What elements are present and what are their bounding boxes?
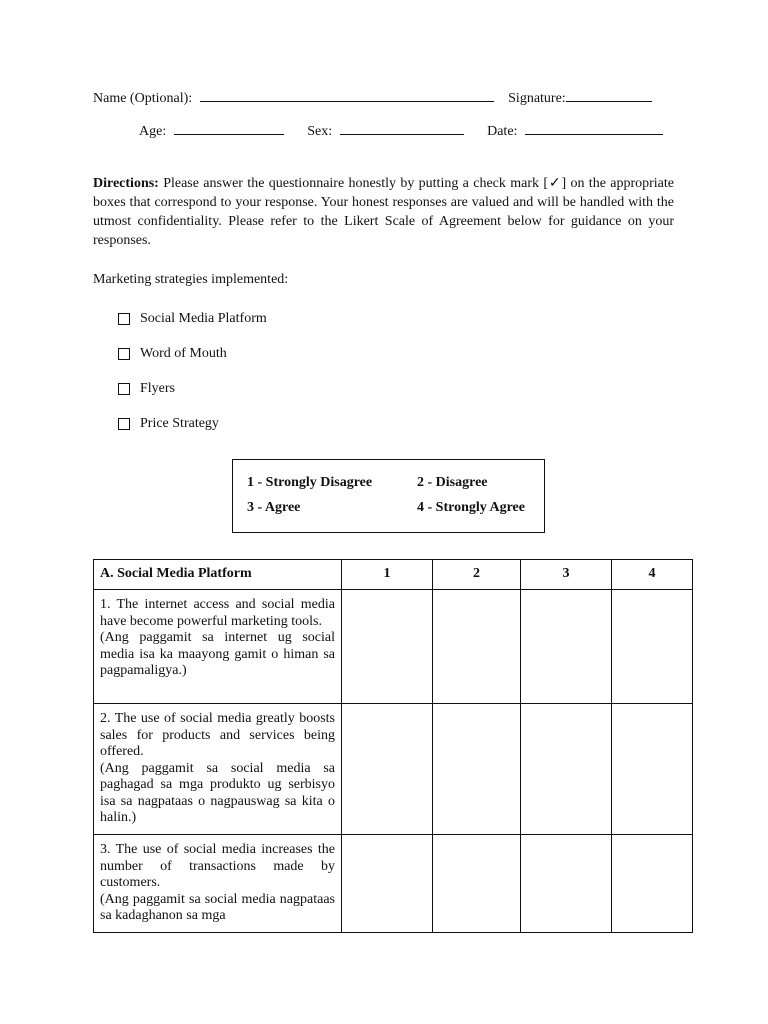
statement-english: 1. The internet access and social media have become powerful marketing tools. xyxy=(100,597,335,629)
rating-cell[interactable] xyxy=(612,704,693,835)
sex-label: Sex: xyxy=(307,124,333,139)
directions-lead: Directions: xyxy=(93,176,159,191)
rating-cell[interactable] xyxy=(433,704,521,835)
statement-cell xyxy=(94,835,342,933)
directions-text: Please answer the questionnaire honestly by putting a check mark [✓] on the appropriate boxes that correspond to your response. Your honest responses are valued and will be handled with the utmost confidentiality. Please refer to the Likert Scale of Agreement below for guidance on your responses. xyxy=(93,176,674,248)
likert-scale-item: 3 - Agree xyxy=(247,500,301,515)
rating-cell[interactable] xyxy=(433,590,521,704)
rating-cell[interactable] xyxy=(612,835,693,933)
strategy-option-flyers[interactable] xyxy=(118,380,175,398)
strategy-option-price-strategy[interactable] xyxy=(118,415,219,433)
table-header-row xyxy=(94,560,693,590)
likert-scale-item: 1 - Strongly Disagree xyxy=(247,475,373,490)
signature-field[interactable] xyxy=(566,88,652,102)
table-row xyxy=(94,704,693,835)
statement-cell xyxy=(94,590,342,704)
rating-table xyxy=(93,559,693,933)
date-field[interactable] xyxy=(525,121,663,135)
likert-scale-legend xyxy=(232,459,545,533)
strategy-option-label: Price Strategy xyxy=(140,416,219,431)
rating-cell[interactable] xyxy=(521,835,612,933)
sex-field[interactable] xyxy=(340,121,464,135)
column-header: 1 xyxy=(342,560,433,590)
statement-translation: (Ang paggamit sa social media sa paghagad sa mga produkto ug serbisyo isa sa nagpataas o nagpauswag sa kita o halin.) xyxy=(100,760,335,825)
rating-cell[interactable] xyxy=(342,704,433,835)
rating-cell[interactable] xyxy=(342,835,433,933)
table-row xyxy=(94,590,693,704)
strategy-option-label: Social Media Platform xyxy=(140,311,267,326)
strategy-option-word-of-mouth[interactable] xyxy=(118,345,227,363)
table-row xyxy=(94,835,693,933)
checkbox[interactable] xyxy=(118,383,130,395)
directions-paragraph xyxy=(93,174,674,250)
statement-english: 3. The use of social media increases the number of transactions made by customers. xyxy=(100,842,335,890)
likert-scale-item: 2 - Disagree xyxy=(417,475,488,490)
rating-cell[interactable] xyxy=(612,590,693,704)
rating-cell[interactable] xyxy=(342,590,433,704)
strategies-label: Marketing strategies implemented: xyxy=(93,272,289,287)
rating-cell[interactable] xyxy=(433,835,521,933)
age-field[interactable] xyxy=(174,121,284,135)
statement-translation: (Ang paggamit sa internet ug social media isa ka maayong gamit o himan sa pagpamaligya.) xyxy=(100,630,335,678)
details-row xyxy=(139,121,663,141)
rating-cell[interactable] xyxy=(521,704,612,835)
rating-cell[interactable] xyxy=(521,590,612,704)
statement-cell xyxy=(94,704,342,835)
statement-english: 2. The use of social media greatly boosts sales for products and services being offered. xyxy=(100,711,335,759)
signature-label: Signature: xyxy=(508,91,566,106)
strategy-option-label: Flyers xyxy=(140,381,175,396)
name-label: Name (Optional): xyxy=(93,91,193,106)
strategy-option-social-media[interactable] xyxy=(118,310,267,328)
column-header: 3 xyxy=(521,560,612,590)
date-label: Date: xyxy=(487,124,518,139)
column-header: 4 xyxy=(612,560,693,590)
name-row xyxy=(93,88,652,108)
section-title: A. Social Media Platform xyxy=(94,560,342,590)
checkbox[interactable] xyxy=(118,313,130,325)
checkbox[interactable] xyxy=(118,418,130,430)
statement-translation: (Ang paggamit sa social media nagpataas sa kadaghanon sa mga xyxy=(100,891,335,923)
likert-scale-item: 4 - Strongly Agree xyxy=(417,500,525,515)
name-field[interactable] xyxy=(200,88,494,102)
checkbox[interactable] xyxy=(118,348,130,360)
strategy-option-label: Word of Mouth xyxy=(140,346,227,361)
age-label: Age: xyxy=(139,124,167,139)
column-header: 2 xyxy=(433,560,521,590)
